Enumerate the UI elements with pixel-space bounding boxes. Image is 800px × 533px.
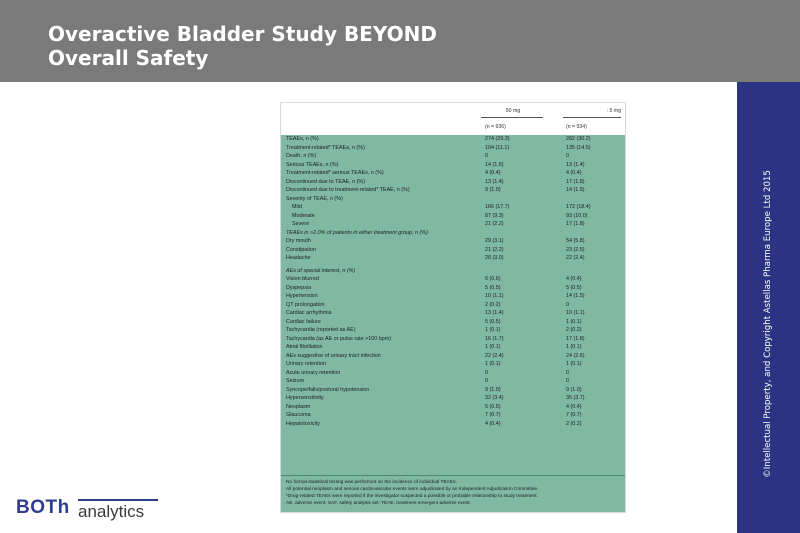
- row-value-5mg: 24 (2.6): [566, 352, 585, 359]
- row-value-5mg: 1 (0.1): [566, 318, 582, 325]
- slide-title: [48, 22, 698, 70]
- table-body: [281, 135, 625, 512]
- table-row: [281, 161, 625, 170]
- row-value-5mg: 17 (1.8): [566, 221, 585, 227]
- row-label: Discontinued due to treatment-related* TEAE, n (%): [286, 187, 410, 193]
- row-value-5mg: 17 (1.8): [566, 178, 585, 185]
- row-value-5mg: 35 (3.7): [566, 395, 585, 401]
- row-label: Hypersensitivity: [286, 395, 324, 401]
- row-label: Cardiac arrhythmia: [286, 310, 332, 316]
- table-row: [281, 403, 625, 412]
- row-label: Constipation: [286, 246, 316, 253]
- row-value-50mg: 28 (3.0): [485, 255, 504, 261]
- row-value-5mg: 282 (30.2): [566, 136, 591, 142]
- footnote: *Drug-related TEAEs were reported if the investigator suspected a possible or probable relationship to study treatment.: [286, 494, 538, 499]
- row-value-50mg: 1 (0.1): [485, 344, 501, 350]
- row-value-5mg: 13 (1.4): [566, 161, 585, 168]
- row-value-50mg: 0: [485, 378, 488, 384]
- row-value-50mg: 4 (0.4): [485, 420, 501, 427]
- row-label: Serious TEAEs, n (%): [286, 161, 339, 168]
- footnote: AE, adverse event; SAF, safety analysis set; TEAE, treatment emergent adverse event.: [286, 501, 471, 506]
- row-value-5mg: 93 (10.0): [566, 212, 588, 219]
- row-label: Dyspepsia: [286, 284, 312, 291]
- table-row: [281, 195, 625, 204]
- table-row: [281, 220, 625, 229]
- copyright-text: ©Intellectual Property, and Copyright Astellas Pharma Europe Ltd 2015: [763, 170, 773, 478]
- slide-title-line-2: Overall Safety: [48, 46, 209, 70]
- table-row: [281, 246, 625, 255]
- logo-brand: BOTh: [16, 497, 70, 518]
- row-value-5mg: 0: [566, 378, 569, 384]
- table-row: [281, 267, 625, 276]
- row-value-5mg: 23 (2.5): [566, 246, 585, 253]
- row-value-50mg: 4 (0.4): [485, 170, 501, 176]
- row-value-5mg: 0: [566, 369, 569, 376]
- slide-title-line-1: Overactive Bladder Study BEYOND: [48, 22, 437, 46]
- row-label: AEs of special interest, n (%): [286, 267, 356, 274]
- logo-underline: [78, 499, 158, 501]
- row-value-5mg: 7 (0.7): [566, 412, 582, 418]
- row-label: Tachycardia (as AE or pulse rate >100 bpm): [286, 335, 392, 342]
- slide-header: [0, 0, 800, 82]
- row-value-50mg: 0: [485, 369, 488, 376]
- table-footnotes: [281, 475, 625, 512]
- row-label: Syncope/falls/postural hypotension: [286, 386, 370, 393]
- row-label: Vision blurred: [286, 276, 319, 282]
- row-value-5mg: 4 (0.4): [566, 170, 582, 176]
- table-row: [281, 360, 625, 369]
- row-value-50mg: 6 (0.6): [485, 276, 501, 282]
- table-row: [281, 386, 625, 395]
- row-label: Urinary retention: [286, 361, 326, 367]
- row-label: Acute urinary retention: [286, 369, 341, 376]
- row-value-5mg: 9 (1.0): [566, 386, 582, 393]
- row-label: Hepatotoxicity: [286, 420, 320, 427]
- table-row: [281, 411, 625, 420]
- row-label: Cardiac failure: [286, 318, 321, 325]
- row-value-5mg: 2 (0.2): [566, 420, 582, 427]
- row-value-5mg: 17 (1.8): [566, 335, 585, 342]
- row-value-50mg: 1 (0.1): [485, 327, 501, 333]
- row-label: Headache: [286, 255, 311, 261]
- row-value-5mg: 135 (14.5): [566, 144, 591, 151]
- row-value-50mg: 32 (3.4): [485, 395, 504, 401]
- row-value-50mg: 5 (0.5): [485, 403, 501, 410]
- row-value-50mg: 1 (0.1): [485, 361, 501, 367]
- column-header-n-1: (n = 936): [485, 124, 506, 130]
- row-value-50mg: 274 (29.3): [485, 136, 510, 142]
- safety-table: [280, 102, 626, 513]
- table-row: [281, 229, 625, 238]
- table-row: [281, 318, 625, 327]
- table-row: [281, 326, 625, 335]
- table-row: [281, 254, 625, 263]
- logo-suffix: analytics: [78, 502, 145, 521]
- table-row: [281, 284, 625, 293]
- row-value-5mg: 14 (1.5): [566, 187, 585, 193]
- row-label: Discontinued due to TEAE, n (%): [286, 178, 366, 185]
- table-row: [281, 203, 625, 212]
- row-label: Treatment-related* serious TEAEs, n (%): [286, 170, 384, 176]
- row-value-50mg: 2 (0.2): [485, 301, 501, 308]
- column-header-dose-2: : 5 mg: [606, 108, 621, 114]
- table-row: [281, 369, 625, 378]
- row-label: Treatment-related* TEAEs, n (%): [286, 144, 365, 151]
- row-value-5mg: 2 (0.2): [566, 327, 582, 333]
- row-value-5mg: 14 (1.5): [566, 293, 585, 299]
- row-value-50mg: 0: [485, 153, 488, 159]
- table-row: [281, 352, 625, 361]
- row-value-5mg: 10 (1.1): [566, 310, 585, 316]
- table-row: [281, 135, 625, 144]
- row-value-50mg: 10 (1.1): [485, 293, 504, 299]
- row-label: Glaucoma: [286, 412, 311, 418]
- row-value-50mg: 7 (0.7): [485, 412, 501, 418]
- row-label: Dry mouth: [286, 238, 311, 244]
- row-label: Moderate: [292, 212, 315, 219]
- table-row: [281, 420, 625, 429]
- table-row: [281, 343, 625, 352]
- row-value-5mg: 4 (0.4): [566, 276, 582, 282]
- row-value-50mg: 13 (1.4): [485, 178, 504, 185]
- row-value-5mg: 1 (0.1): [566, 344, 582, 350]
- footnote: All potential neoplasm and serious cardiovascular events were adjudicated by an Independent Adjudication Committee.: [286, 487, 539, 492]
- row-label: Seizure: [286, 378, 305, 384]
- table-row: [281, 335, 625, 344]
- column-header-n-2: (n = 934): [566, 124, 587, 130]
- row-value-5mg: 22 (2.4): [566, 255, 585, 261]
- both-analytics-logo: [16, 497, 161, 525]
- row-label: QT prolongation: [286, 301, 325, 308]
- row-value-50mg: 16 (1.7): [485, 335, 504, 342]
- row-value-5mg: 0: [566, 153, 569, 159]
- row-label: Mild: [292, 204, 302, 210]
- row-value-50mg: 87 (9.3): [485, 212, 504, 219]
- copyright-sidebar: [737, 82, 800, 533]
- table-row: [281, 377, 625, 386]
- row-label: Tachycardia (reported as AE): [286, 327, 356, 333]
- row-label: Hypertension: [286, 293, 318, 299]
- row-value-50mg: 22 (2.4): [485, 352, 504, 359]
- table-row: [281, 152, 625, 161]
- row-value-50mg: 21 (2.2): [485, 246, 504, 253]
- row-value-50mg: 5 (0.5): [485, 318, 501, 325]
- table-row: [281, 275, 625, 284]
- row-value-50mg: 9 (1.0): [485, 187, 501, 193]
- column-rule-1: [481, 117, 543, 118]
- row-label: TEAEs in >2.0% of patients in either treatment group, n (%): [286, 229, 428, 236]
- footnote: No formal statistical testing was performed on the incidence of individual TEAEs.: [286, 480, 457, 485]
- row-value-50mg: 5 (0.5): [485, 284, 501, 291]
- row-label: Neoplasm: [286, 403, 311, 410]
- row-label: Atrial fibrillation: [286, 344, 323, 350]
- row-value-5mg: 54 (5.8): [566, 238, 585, 244]
- table-row: [281, 292, 625, 301]
- table-row: [281, 169, 625, 178]
- row-value-5mg: 1 (0.1): [566, 361, 582, 367]
- table-rows: [281, 135, 625, 428]
- table-row: [281, 212, 625, 221]
- table-row: [281, 309, 625, 318]
- row-value-50mg: 29 (3.1): [485, 238, 504, 244]
- row-label: Death, n (%): [286, 153, 317, 159]
- table-row: [281, 186, 625, 195]
- row-label: Severe: [292, 221, 310, 227]
- row-value-5mg: 5 (0.5): [566, 284, 582, 291]
- row-value-50mg: 104 (11.1): [485, 144, 510, 151]
- table-row: [281, 237, 625, 246]
- row-label: TEAEs, n (%): [286, 136, 319, 142]
- table-row: [281, 394, 625, 403]
- row-label: Severity of TEAE, n (%): [286, 195, 343, 202]
- row-value-50mg: 9 (1.0): [485, 386, 501, 393]
- row-value-5mg: 172 (18.4): [566, 204, 591, 210]
- row-value-5mg: 4 (0.4): [566, 403, 582, 410]
- row-value-50mg: 166 (17.7): [485, 204, 510, 210]
- table-row: [281, 178, 625, 187]
- column-header-dose-1: 50 mg: [505, 108, 521, 114]
- row-value-5mg: 0: [566, 301, 569, 308]
- row-label: AEs suggestive of urinary tract infection: [286, 352, 381, 359]
- row-value-50mg: 13 (1.4): [485, 310, 504, 316]
- column-rule-2: [563, 117, 621, 118]
- table-row: [281, 144, 625, 153]
- row-value-50mg: 21 (2.2): [485, 221, 504, 227]
- table-header: [281, 103, 625, 135]
- row-value-50mg: 14 (1.5): [485, 161, 504, 168]
- table-row: [281, 301, 625, 310]
